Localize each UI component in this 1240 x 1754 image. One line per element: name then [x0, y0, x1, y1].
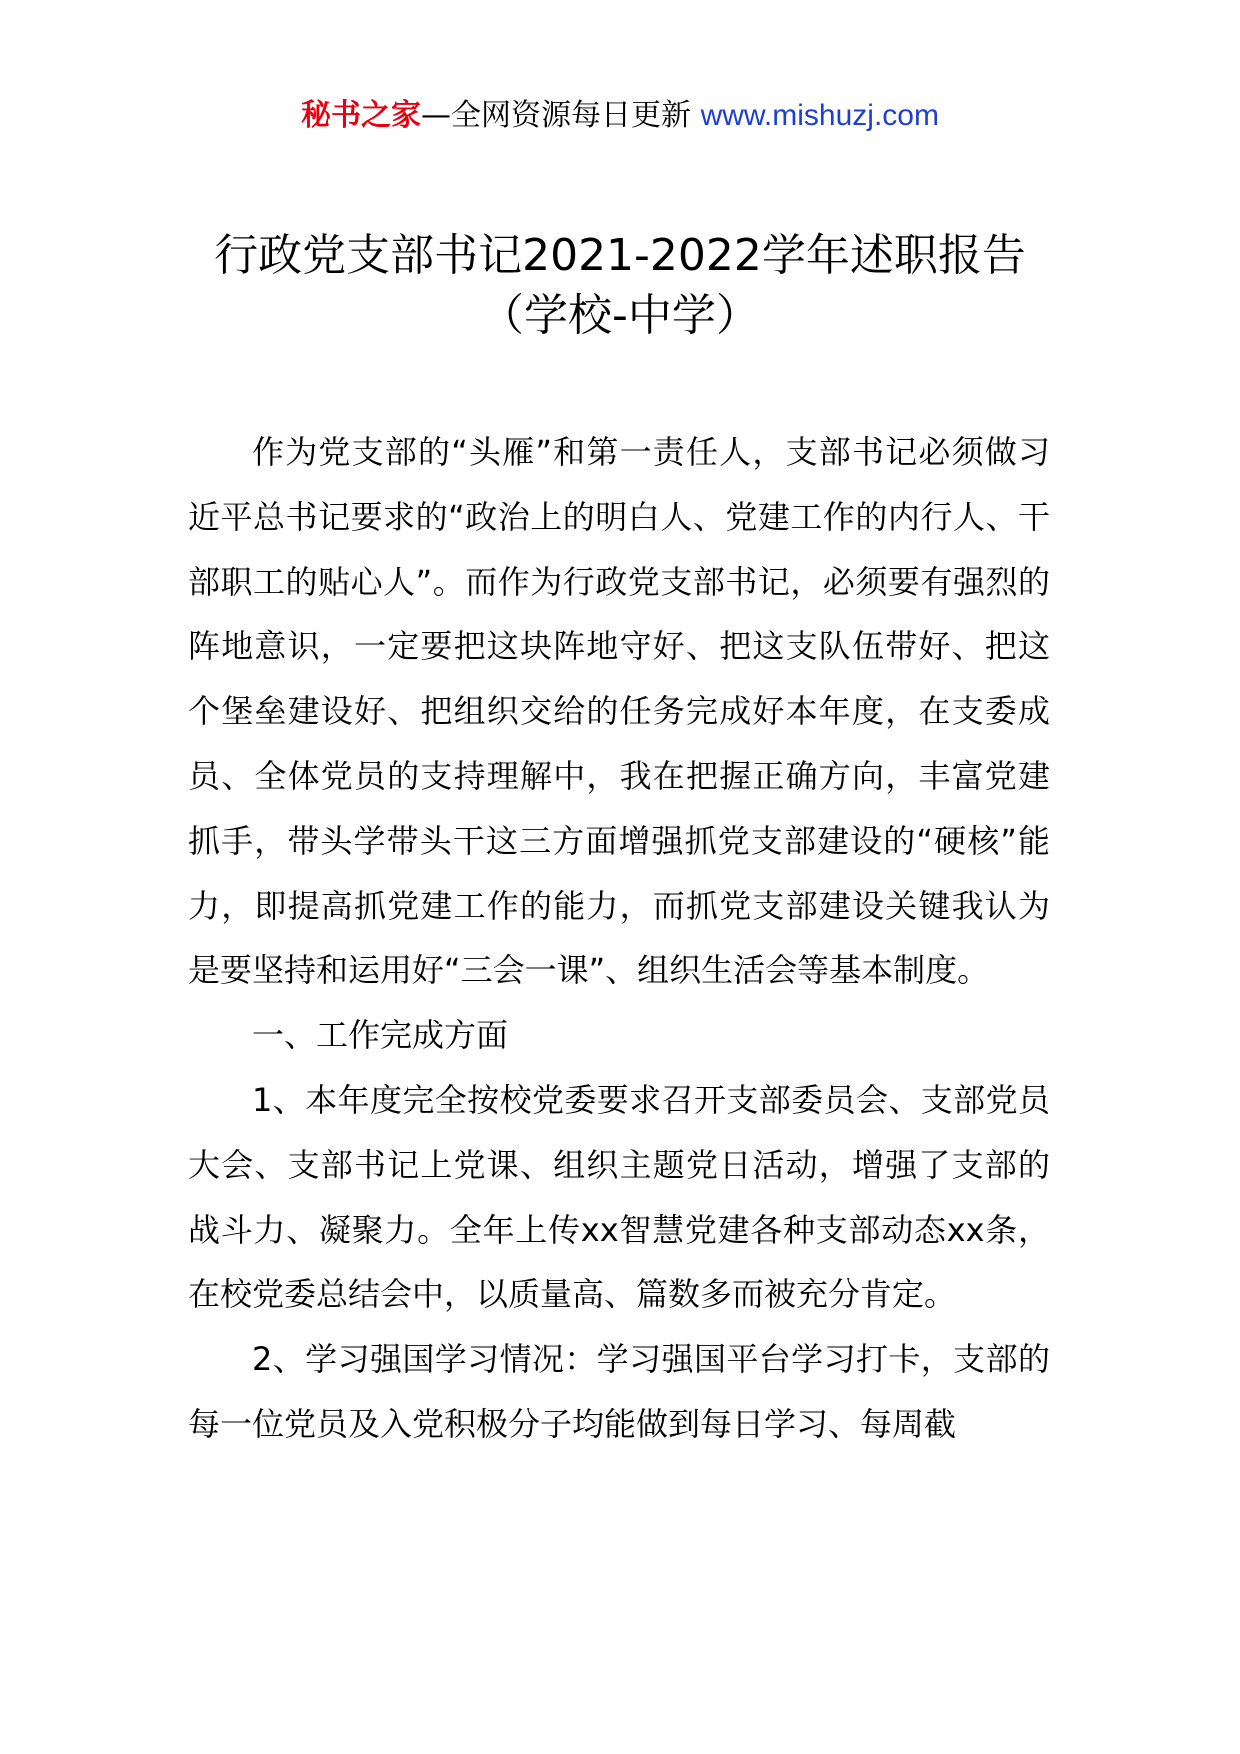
- site-url[interactable]: www.mishuzj.com: [700, 99, 939, 132]
- section-heading: 一、工作完成方面: [252, 1016, 509, 1055]
- paragraph-intro: 作为党支部的“头雁”和第一责任人，支部书记必须做习近平总书记要求的“政治上的明白人、党建工作的内行人、干部职工的贴心人”。而作为行政党支部书记，必须要有强烈的阵地意识，一定要把这块阵地守好、把这支队伍带好、把这个堡垒建设好、把组织交给的任务完成好本年度，在支委成员、全体党员的支持理解中，我在把握正确方向，丰富党建抓手，带头学带头干这三方面增强抓党支部建设的“硬核”能力，即提高抓党建工作的能力，而抓党支部建设关键我认为是要坚持和运用好“三会一课”、组织生活会等基本制度。: [188, 433, 1050, 990]
- document-body: [188, 420, 1050, 1457]
- paragraph-item-1: 1、本年度完全按校党委要求召开支部委员会、支部党员大会、支部书记上党课、组织主题党日活动，增强了支部的战斗力、凝聚力。全年上传xx智慧党建各种支部动态xx条，在校党委总结会中，以质量高、篇数多而被充分肯定。: [188, 1080, 1050, 1314]
- title-line-1: 行政党支部书记2021-2022学年述职报告: [214, 230, 1026, 281]
- header-slogan: —全网资源每日更新: [421, 98, 692, 133]
- paragraph-item-2: 2、学习强国学习情况：学习强国平台学习打卡，支部的每一位党员及入党积极分子均能做到每日学习、每周截: [188, 1340, 1050, 1443]
- brand-name: 秘书之家: [301, 98, 422, 133]
- title-line-2: （学校-中学）: [480, 290, 760, 341]
- site-header: [0, 96, 1240, 136]
- document-title: [0, 226, 1240, 346]
